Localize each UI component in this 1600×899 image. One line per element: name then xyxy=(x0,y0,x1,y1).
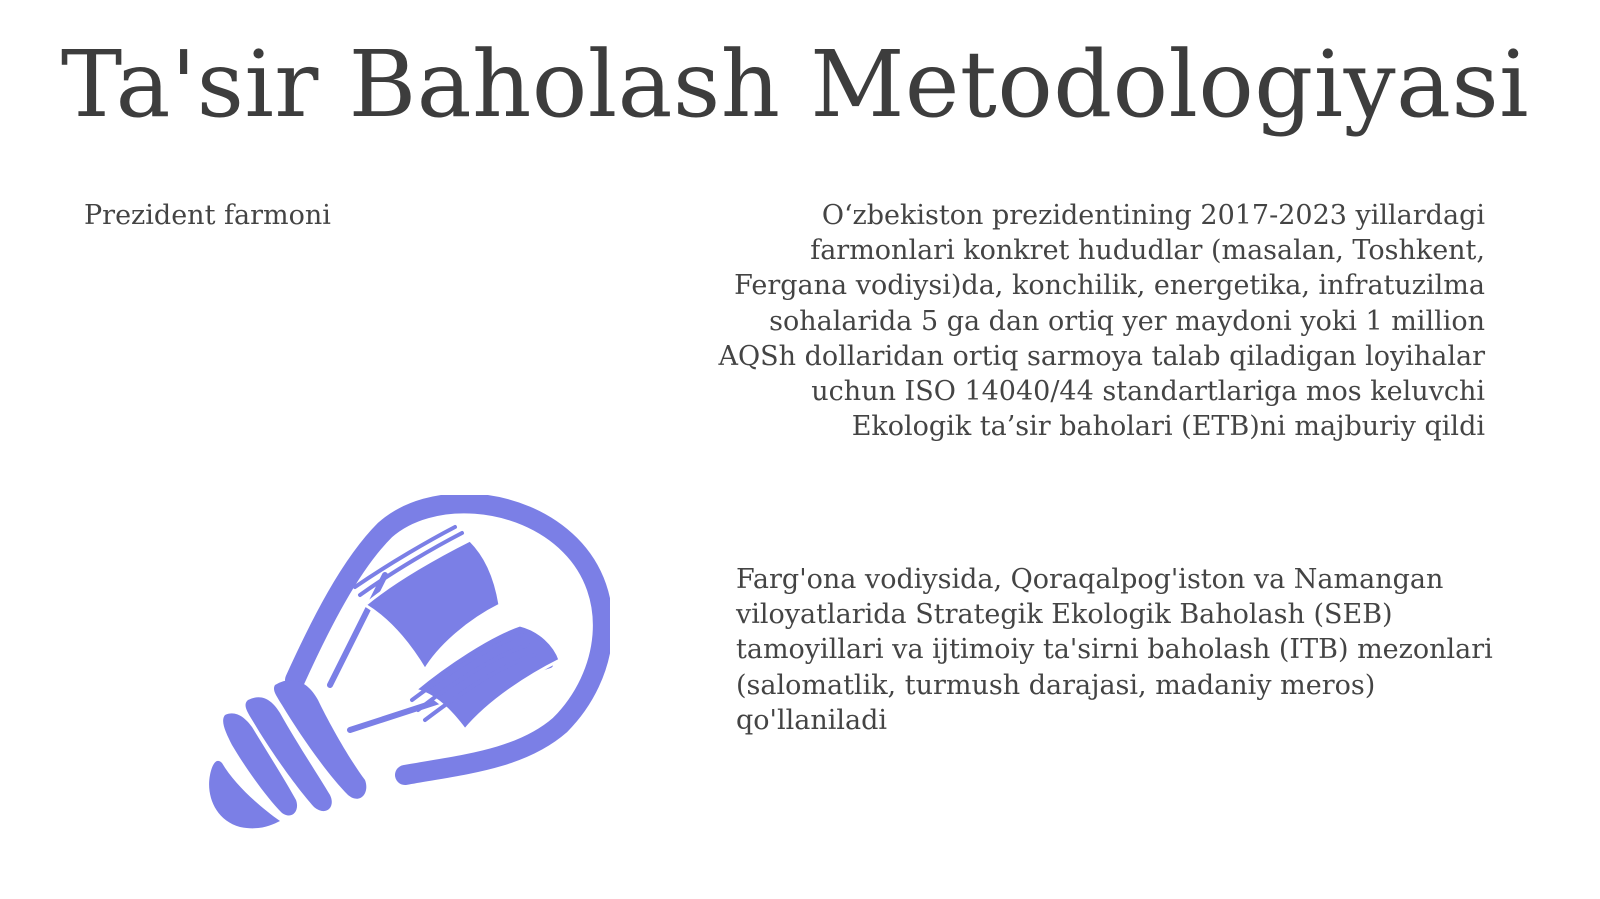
slide-title: Ta'sir Baholash Metodologiyasi xyxy=(60,31,1530,138)
decree-paragraph: O‘zbekiston prezidentining 2017-2023 yillardagi farmonlari konkret hududlar (masalan, Toshkent, Fergana vodiysi)da, konchilik, energetika, infratuzilma sohalarida 5 ga dan ortiq yer maydoni yoki 1 million AQSh dollaridan ortiq sarmoya talab qiladigan loyihalar uchun ISO 14040/44 standartlariga mos keluvchi Ekologik ta’sir baholari (ETB)ni majburiy qildi xyxy=(718,200,1485,443)
left-label: Prezident farmoni xyxy=(84,200,331,231)
lightbulb-with-book-icon xyxy=(200,495,610,835)
assessment-paragraph: Farg'ona vodiysida, Qoraqalpog'iston va Namangan viloyatlarida Strategik Ekologik Baholash (SEB) tamoyillari va ijtimoiy ta'sirni baholash (ITB) mezonlari (salomatlik, turmush darajasi, madaniy meros) qo'llaniladi xyxy=(736,564,1493,736)
